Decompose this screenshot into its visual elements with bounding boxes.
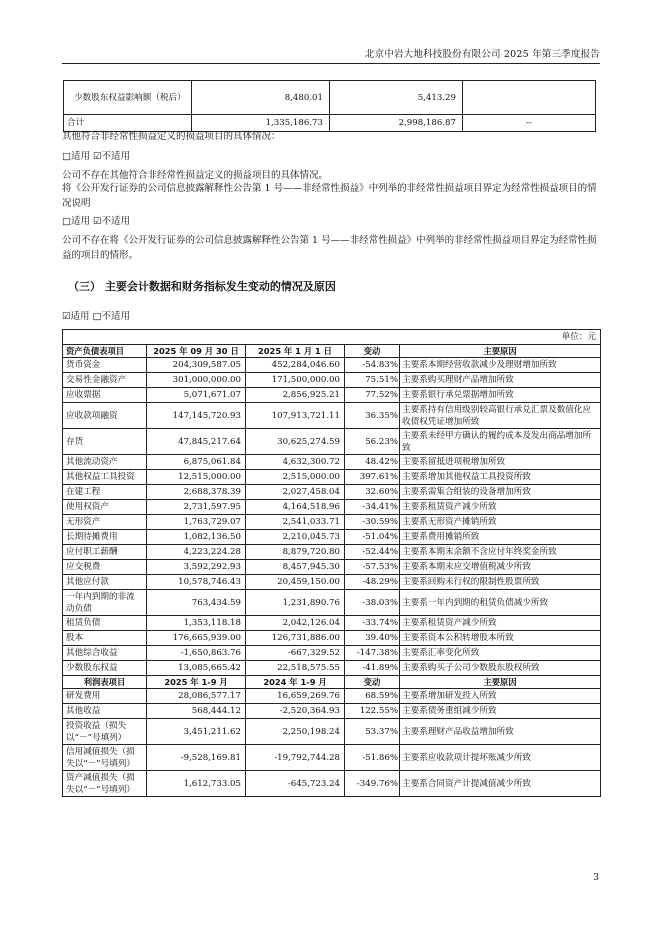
table-row: [63, 646, 601, 661]
table-header-row: [63, 345, 601, 358]
row-label: 应交税费: [63, 560, 147, 575]
cell-value: 3,592,292.93: [147, 560, 246, 575]
reason-text: 主要系未经甲方确认的履约成本及发出商品增加所致: [400, 429, 601, 455]
row-label: 股本: [63, 631, 147, 646]
cell-value: 2,027,458.04: [246, 485, 345, 500]
reason-text: 主要系持有信用级别较高银行承兑汇票及数值化应收债权凭证增加所致: [400, 403, 601, 429]
table-row: [63, 545, 601, 560]
change-percent: 32.60%: [345, 485, 400, 500]
cell-value: 5,071,671.07: [147, 388, 246, 403]
table-row: [63, 373, 601, 388]
row-label: 货币资金: [63, 358, 147, 373]
row-label: 应收票据: [63, 388, 147, 403]
reason-text: 主要系本期经营收款减少及理财增加所致: [400, 358, 601, 373]
cell-value: -19,792,744.28: [246, 745, 345, 771]
cell-value: 1,335,186.73: [192, 115, 330, 132]
change-percent: -30.59%: [345, 515, 400, 530]
cell-value: 13,085,665.42: [147, 661, 246, 676]
cell-value: 107,913,721.11: [246, 403, 345, 429]
cell-value: 2,515,000.00: [246, 470, 345, 485]
change-percent: -38.03%: [345, 590, 400, 616]
table-row: [63, 358, 601, 373]
reason-text: 主要系购买子公司少数股东股权所致: [400, 661, 601, 676]
row-label: 长期待摊费用: [63, 530, 147, 545]
report-header: 北京中岩大地科技股份有限公司 2025 年第三季度报告: [364, 49, 600, 60]
change-percent: -51.86%: [345, 745, 400, 771]
row-label: 使用权资产: [63, 500, 147, 515]
cell-value: 568,444.12: [147, 704, 246, 719]
change-percent: -34.41%: [345, 500, 400, 515]
cell-value: 10,578,746.43: [147, 575, 246, 590]
cell-value: -9,528,169.81: [147, 745, 246, 771]
cell-value: 20,459,150.00: [246, 575, 345, 590]
row-label: 其他流动资产: [63, 455, 147, 470]
reason-text: 主要系需集合组装的设备增加所致: [400, 485, 601, 500]
change-percent: 53.37%: [345, 719, 400, 745]
column-header: 2025 年 1 月 1 日: [246, 345, 345, 358]
table-row: [63, 719, 601, 745]
applicability-checkbox: □适用 ☑不适用: [62, 151, 131, 162]
cell-value: 8,879,720.80: [246, 545, 345, 560]
cell-value: 30,625,274.59: [246, 429, 345, 455]
note-paragraph: 其他符合非经常性损益定义的损益项目的具体情况：: [62, 131, 281, 142]
cell-value: 1,612,733.05: [147, 771, 246, 797]
cell-value: 176,665,939.00: [147, 631, 246, 646]
row-label: 资产减值损失（损失以“－”号填列）: [63, 771, 147, 797]
change-percent: 122.55%: [345, 704, 400, 719]
column-header: 变动: [345, 676, 400, 689]
cell-value: 12,515,000.00: [147, 470, 246, 485]
change-percent: 56.23%: [345, 429, 400, 455]
row-label: 合计: [64, 115, 192, 132]
cell-value: [463, 81, 596, 115]
table-row: [63, 661, 601, 676]
cell-value: 8,457,945.30: [246, 560, 345, 575]
row-label: 少数股东权益: [63, 661, 147, 676]
cell-value: 1,763,729.07: [147, 515, 246, 530]
change-percent: -52.44%: [345, 545, 400, 560]
change-percent: -147.38%: [345, 646, 400, 661]
reason-text: 主要系费用摊销所致: [400, 530, 601, 545]
column-header: 主要原因: [400, 676, 601, 689]
row-label: 存货: [63, 429, 147, 455]
header-divider: [62, 63, 600, 64]
table-row: [63, 704, 601, 719]
table-row: [63, 429, 601, 455]
row-label: 一年内到期的非流动负债: [63, 590, 147, 616]
row-label: 租赁负债: [63, 616, 147, 631]
reason-text: 主要系应收款项计提坏账减少所致: [400, 745, 601, 771]
reason-text: 主要系回购未行权的限制性股票所致: [400, 575, 601, 590]
change-percent: 397.61%: [345, 470, 400, 485]
cell-value: 2,856,925.21: [246, 388, 345, 403]
table-header-row: [63, 676, 601, 689]
cell-value: 22,518,575.55: [246, 661, 345, 676]
cell-value: 8,480.01: [192, 81, 330, 115]
table-row: [63, 500, 601, 515]
table-row: [63, 485, 601, 500]
column-header: 变动: [345, 345, 400, 358]
change-percent: -41.89%: [345, 661, 400, 676]
cell-value: 1,082,136.50: [147, 530, 246, 545]
income-statement-rows: [63, 689, 601, 797]
applicability-checkbox: □适用 ☑不适用: [62, 216, 131, 227]
table-row: [63, 575, 601, 590]
reason-text: 主要系留抵进项税增加所致: [400, 455, 601, 470]
row-label: 其他应付款: [63, 575, 147, 590]
column-header: 2025 年 1-9 月: [147, 676, 246, 689]
column-header: 2024 年 1-9 月: [246, 676, 345, 689]
cell-value: 5,413.29: [330, 81, 463, 115]
cell-value: 301,000,000.00: [147, 373, 246, 388]
cell-value: -667,329.52: [246, 646, 345, 661]
cell-value: 1,231,890.76: [246, 590, 345, 616]
balance-sheet-rows: [63, 358, 601, 676]
row-label: 其他综合收益: [63, 646, 147, 661]
reason-text: 主要系一年内到期的租赁负债减少所致: [400, 590, 601, 616]
reason-text: 主要系增加研发投入所致: [400, 689, 601, 704]
cell-value: 3,451,211.62: [147, 719, 246, 745]
table-row: [63, 689, 601, 704]
column-header: 利润表项目: [63, 676, 147, 689]
section-title: （三） 主要会计数据和财务指标发生变动的情况及原因: [68, 280, 336, 293]
cell-value: -645,723.24: [246, 771, 345, 797]
note-paragraph: 将《公开发行证券的公司信息披露解释性公告第 1 号——非经常性损益》中列举的非经常性损益项目界定为经常性损益项目的情况说明: [62, 183, 597, 209]
cell-value: 171,500,000.00: [246, 373, 345, 388]
cell-value: 4,164,518.96: [246, 500, 345, 515]
table-row: [63, 590, 601, 616]
reason-text: 主要系购买理财产品增加所致: [400, 373, 601, 388]
cell-value: 2,688,378.39: [147, 485, 246, 500]
row-label: 其他权益工具投资: [63, 470, 147, 485]
row-label: 交易性金融资产: [63, 373, 147, 388]
cell-value: 126,731,886.00: [246, 631, 345, 646]
table-row: [63, 470, 601, 485]
cell-value: -1,650,863.76: [147, 646, 246, 661]
column-header: 2025 年 09 月 30 日: [147, 345, 246, 358]
change-percent: -57.53%: [345, 560, 400, 575]
change-percent: -33.74%: [345, 616, 400, 631]
applicability-checkbox: ☑适用 □不适用: [62, 311, 131, 322]
reason-text: 主要系合同资产计提减值减少所致: [400, 771, 601, 797]
change-percent: 68.59%: [345, 689, 400, 704]
row-label: 应收款项融资: [63, 403, 147, 429]
cell-value: 2,998,186.87: [330, 115, 463, 132]
row-label: 在建工程: [63, 485, 147, 500]
row-label: 信用减值损失（损失以“－”号填列）: [63, 745, 147, 771]
cell-value: --: [463, 115, 596, 132]
column-header: 资产负债表项目: [63, 345, 147, 358]
cell-value: 452,284,046.60: [246, 358, 345, 373]
page-number: 3: [593, 873, 599, 883]
row-label: 其他收益: [63, 704, 147, 719]
cell-value: 2,731,597.95: [147, 500, 246, 515]
reason-text: 主要系汇率变化所致: [400, 646, 601, 661]
table-row: [63, 745, 601, 771]
cell-value: 28,086,577.17: [147, 689, 246, 704]
row-label: 投资收益（损失以“－”号填列）: [63, 719, 147, 745]
cell-value: 147,145,720.93: [147, 403, 246, 429]
cell-value: 2,042,126.04: [246, 616, 345, 631]
cell-value: 4,223,224.28: [147, 545, 246, 560]
table-row: [63, 455, 601, 470]
table-row: [63, 403, 601, 429]
cell-value: 763,434.59: [147, 590, 246, 616]
change-percent: 39.40%: [345, 631, 400, 646]
unit-label: 单位：元: [63, 330, 601, 345]
reason-text: 主要系资本公积转增股本所致: [400, 631, 601, 646]
non-recurring-table-tail: [63, 80, 596, 132]
unit-row: [63, 330, 601, 345]
reason-text: 主要系增加其他权益工具投资所致: [400, 470, 601, 485]
cell-value: 1,353,118.18: [147, 616, 246, 631]
note-paragraph: 公司不存在其他符合非经常性损益定义的损益项目的具体情况。: [62, 170, 329, 181]
reason-text: 主要系本期末应交增值税减少所致: [400, 560, 601, 575]
financial-changes-table: [62, 329, 601, 797]
note-paragraph: 公司不存在将《公开发行证券的公司信息披露解释性公告第 1 号——非经常性损益》中列举的非经常性损益项目界定为经常性损益的项目的情形。: [62, 235, 597, 261]
cell-value: 2,250,198.24: [246, 719, 345, 745]
reason-text: 主要系债务重组减少所致: [400, 704, 601, 719]
table-row: [63, 631, 601, 646]
change-percent: 36.35%: [345, 403, 400, 429]
reason-text: 主要系租赁资产减少所致: [400, 616, 601, 631]
reason-text: 主要系本期末余额不含应付年终奖金所致: [400, 545, 601, 560]
row-label: 无形资产: [63, 515, 147, 530]
table-row: [63, 388, 601, 403]
cell-value: 6,875,061.84: [147, 455, 246, 470]
reason-text: 主要系理财产品收益增加所致: [400, 719, 601, 745]
reason-text: 主要系银行承兑票据增加所致: [400, 388, 601, 403]
change-percent: -51.04%: [345, 530, 400, 545]
table-row: [63, 560, 601, 575]
table-row: [63, 771, 601, 797]
change-percent: -349.76%: [345, 771, 400, 797]
table-row: [63, 616, 601, 631]
cell-value: 4,632,300.72: [246, 455, 345, 470]
change-percent: 77.52%: [345, 388, 400, 403]
row-label: 应付职工薪酬: [63, 545, 147, 560]
change-percent: -54.83%: [345, 358, 400, 373]
cell-value: 2,541,033.71: [246, 515, 345, 530]
reason-text: 主要系无形资产摊销所致: [400, 515, 601, 530]
column-header: 主要原因: [400, 345, 601, 358]
table-row: [63, 530, 601, 545]
table-row: [64, 81, 596, 115]
cell-value: 16,659,269.76: [246, 689, 345, 704]
cell-value: -2,520,364.93: [246, 704, 345, 719]
row-label: 研发费用: [63, 689, 147, 704]
cell-value: 2,210,045.73: [246, 530, 345, 545]
change-percent: 48.42%: [345, 455, 400, 470]
change-percent: -48.29%: [345, 575, 400, 590]
cell-value: 204,309,587.05: [147, 358, 246, 373]
change-percent: 75.51%: [345, 373, 400, 388]
reason-text: 主要系租赁资产减少所致: [400, 500, 601, 515]
row-label: 少数股东权益影响额（税后）: [64, 81, 192, 115]
cell-value: 47,845,217.64: [147, 429, 246, 455]
table-row: [63, 515, 601, 530]
